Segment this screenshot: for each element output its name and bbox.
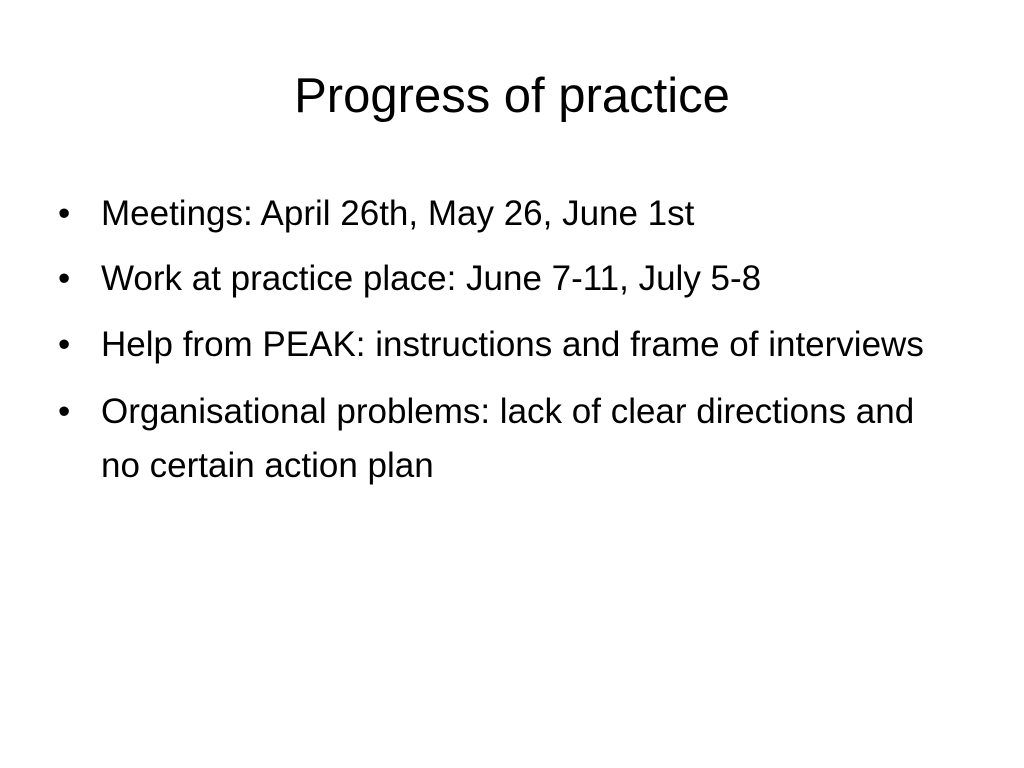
bullet-list [58,188,958,506]
bullet-dot-icon: • [58,325,71,364]
bullet-text: Help from PEAK: instructions and frame of interviews [101,325,924,364]
bullet-text: Work at practice place: June 7-11, July 5-8 [101,259,762,298]
bullet-item [58,253,958,305]
bullet-dot-icon: • [58,259,71,298]
bullet-item [58,318,958,372]
bullet-dot-icon: • [58,194,71,233]
bullet-dot-icon: • [58,392,71,431]
slide-title: Progress of practice [294,69,730,123]
bullet-text: Meetings: April 26th, May 26, June 1st [101,194,695,233]
bullet-text: Organisational problems: lack of clear directions and no certain action plan [101,392,915,485]
bullet-item [58,385,958,493]
bullet-item [58,188,958,240]
